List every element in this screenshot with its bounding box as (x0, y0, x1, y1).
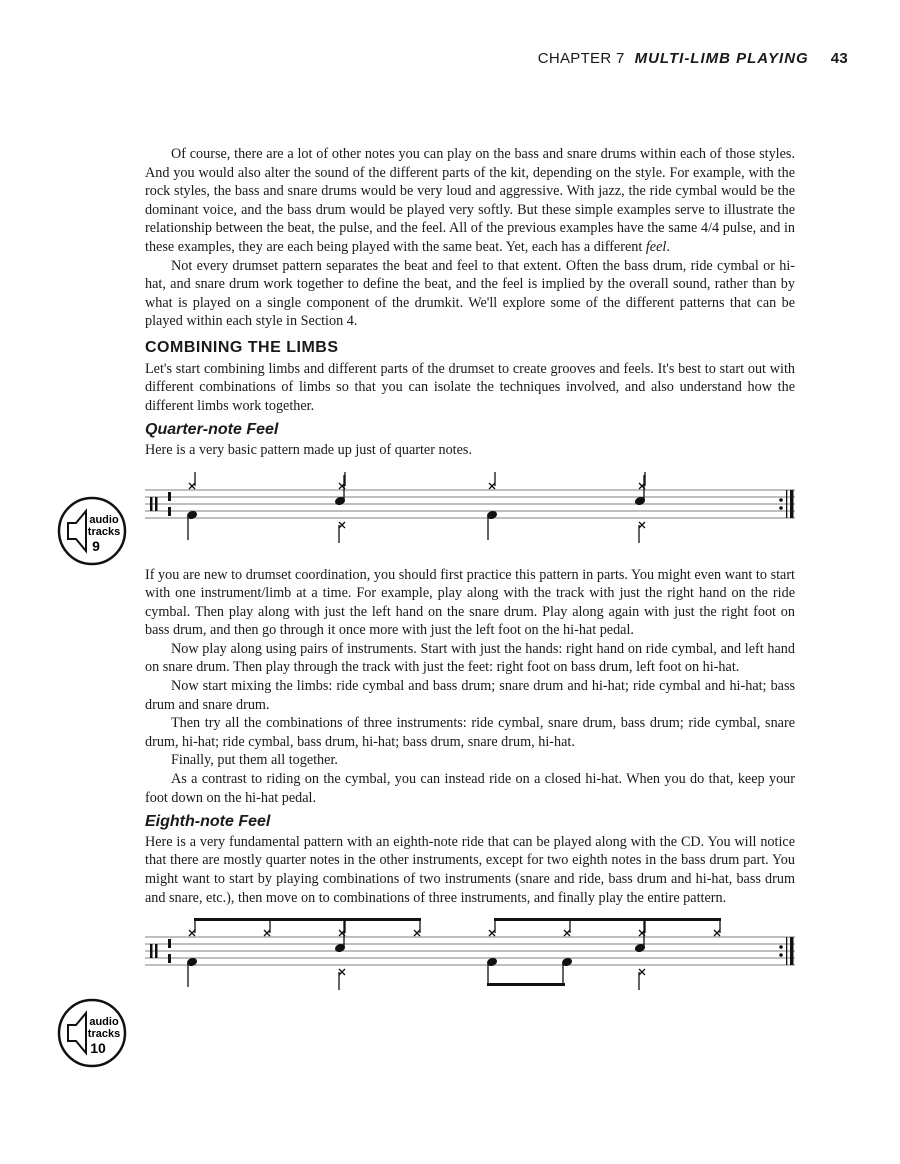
paragraph: As a contrast to riding on the cymbal, you can instead ride on a closed hi-hat. When you do that, keep your foot down on the hi-hat pedal. (145, 771, 795, 806)
running-header (538, 50, 848, 67)
badge-number: 10 (90, 1040, 106, 1056)
paragraph: Let's start combining limbs and different parts of the drumset to create grooves and feels. It's best to start out with different combinations of limbs so that you can isolate the techniques involved, and also understand how the different limbs work together. (145, 360, 795, 414)
badge-line1: audio (89, 514, 119, 526)
chapter-label: CHAPTER 7 (537, 50, 625, 67)
paragraph: Then try all the combinations of three instruments: ride cymbal, snare drum, bass drum; ride cymbal, snare drum, hi-hat; ride cymbal, bass drum, hi-hat; bass drum, snare drum, hi-hat. (145, 715, 795, 750)
badge-line2: tracks (87, 526, 121, 538)
chapter-title: MULTI-LIMB PLAYING (634, 50, 809, 67)
page-body (145, 145, 795, 1013)
speaker-icon (56, 495, 128, 567)
paragraph: Not every drumset pattern separates the beat and feel to that extent. Often the bass drum, ride cymbal or hi-hat, and snare drum work together to define the beat, and the feel is implied by the overall sound, rather than by what is played on a single component of the drumkit. We'll explore some of the different patterns that can be played within each style in Section 4. (145, 257, 795, 330)
paragraph: If you are new to drumset coordination, you should first practice this pattern in parts. You might even want to start with one instrument/limb at a time. For example, play along with the track with just the right hand on the ride cymbal. Then play along with just the left hand on the snare drum. Play along again with just the right foot on bass drum, and then go through it once more with just the left foot on the hi-hat pedal. (145, 566, 795, 639)
paragraph: Here is a very basic pattern made up just of quarter notes. (145, 441, 472, 458)
paragraph: Now start mixing the limbs: ride cymbal and bass drum; snare drum and hi-hat; ride cymbal and hi-hat; bass drum and snare drum. (145, 678, 795, 713)
speaker-icon (56, 997, 128, 1069)
section-heading-combining: COMBINING THE LIMBS (145, 338, 339, 356)
badge-line1: audio (89, 1016, 119, 1028)
emphasis: feel (645, 238, 667, 255)
paragraph: Finally, put them all together. (171, 752, 338, 769)
subheading-eighth-note-feel: Eighth-note Feel (145, 813, 271, 831)
audio-tracks-badge-10 (56, 997, 128, 1069)
audio-tracks-badge-9 (56, 495, 128, 567)
page-number: 43 (830, 50, 848, 67)
subheading-quarter-note-feel: Quarter-note Feel (145, 421, 279, 439)
paragraph: Now play along using pairs of instruments. Start with just the hands: right hand on ride cymbal, and left hand on snare drum. Then play through the track with just the feet: right foot on bass drum, left foot on hi-hat. (145, 640, 795, 676)
badge-number: 9 (92, 538, 100, 554)
paragraph: Here is a very fundamental pattern with an eighth-note ride that can be played along with the CD. You will notice that there are mostly quarter notes in the other instruments, except for two eighth notes in the bass drum part. You might want to start by playing combinations of two instruments (snare and ride, bass drum and hi-hat, bass drum and snare, etc.), then move on to combinations of three instruments, and finally play the entire pattern. (145, 833, 795, 906)
notation-staff-quarter (140, 470, 800, 550)
paragraph: Of course, there are a lot of other notes you can play on the bass and snare drums within each of those styles. And you would also alter the sound of the different parts of the kit, depending on the style. For example, with the rock styles, the bass and snare drums would be very loud and aggressive. With jazz, the ride cymbal would be the dominant voice, and the bass drum would be played very softly. But these simple examples serve to illustrate the relationship between the beat, the pulse, and the feel. All of the previous examples have the same 4/4 pulse, and in these examples, they are each being played with the same beat. Yet, each has a different feel. (145, 146, 795, 255)
notation-staff-eighth (140, 917, 800, 997)
badge-line2: tracks (87, 1028, 121, 1040)
